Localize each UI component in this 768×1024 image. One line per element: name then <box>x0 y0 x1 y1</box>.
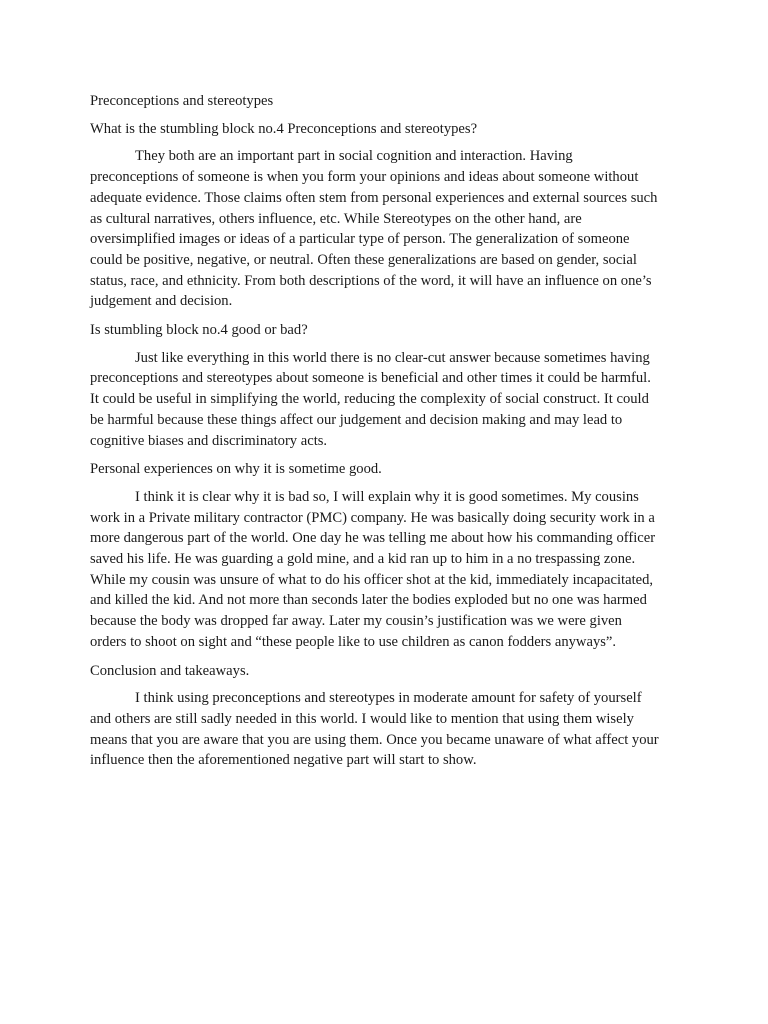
paragraph-line: and others are still sadly needed in this world. I would like to mention that using them wisely <box>90 710 634 727</box>
section-heading: Is stumbling block no.4 good or bad? <box>90 322 308 339</box>
section-paragraph <box>90 688 678 771</box>
paragraph-line: orders to shoot on sight and “these people like to use children as canon fodders anyways”. <box>90 633 617 650</box>
paragraph-line: judgement and decision. <box>90 293 233 310</box>
paragraph-line: It could be useful in simplifying the world, reducing the complexity of social construct. It could <box>90 391 649 408</box>
paragraph-line: more dangerous part of the world. One day he was telling me about how his commanding officer <box>90 530 656 547</box>
paragraph-line: status, race, and ethnicity. From both descriptions of the word, it will have an influence on one’s <box>90 272 652 289</box>
section-paragraph <box>90 146 678 312</box>
paragraph-line: means that you are aware that you are using them. Once you became unaware of what affect your <box>90 731 659 748</box>
paragraph-line: saved his life. He was guarding a gold mine, and a kid ran up to him in a no trespassing zone. <box>90 551 636 568</box>
paragraph-line: oversimplified images or ideas of a particular type of person. The generalization of someone <box>90 231 630 248</box>
paragraph-line: preconceptions and stereotypes about someone is beneficial and other times it could be harmful. <box>90 370 651 387</box>
paragraph-line: could be positive, negative, or neutral. Often these generalizations are based on gender, social <box>90 251 637 268</box>
paragraph-line: and killed the kid. And not more than seconds later the bodies exploded but no one was harmed <box>90 592 647 609</box>
paragraph-line: be harmful because these things affect our judgement and decision making and may lead to <box>90 411 623 428</box>
paragraph-line: adequate evidence. Those claims often stem from personal experiences and external sources such <box>90 189 658 206</box>
document-title: Preconceptions and stereotypes <box>90 93 274 109</box>
paragraph-line: I think using preconceptions and stereotypes in moderate amount for safety of yourself <box>135 690 642 707</box>
paragraph-line: influence then the aforementioned negative part will start to show. <box>90 752 477 769</box>
section-paragraph <box>90 348 678 452</box>
paragraph-line: While my cousin was unsure of what to do his officer shot at the kid, immediately incapacitated, <box>90 571 654 588</box>
section-heading: What is the stumbling block no.4 Preconceptions and stereotypes? <box>90 120 478 137</box>
paragraph-line: work in a Private military contractor (PMC) company. He was basically doing security work in a <box>90 509 655 526</box>
paragraph-line: because the body was dropped far away. Later my cousin’s justification was we were given <box>90 613 622 630</box>
paragraph-line: cognitive biases and discriminatory acts. <box>90 432 328 449</box>
section-paragraph <box>90 487 678 653</box>
document-body <box>90 119 678 771</box>
paragraph-line: preconceptions of someone is when you form your opinions and ideas about someone without <box>90 169 639 186</box>
section-heading: Conclusion and takeaways. <box>90 662 250 679</box>
section-heading: Personal experiences on why it is sometime good. <box>90 461 382 478</box>
paragraph-line: I think it is clear why it is bad so, I will explain why it is good sometimes. My cousins <box>135 488 639 505</box>
paragraph-line: as cultural narratives, others influence, etc. While Stereotypes on the other hand, are <box>90 210 582 227</box>
paragraph-line: They both are an important part in social cognition and interaction. Having <box>135 148 573 165</box>
paragraph-line: Just like everything in this world there is no clear-cut answer because sometimes having <box>135 349 650 366</box>
